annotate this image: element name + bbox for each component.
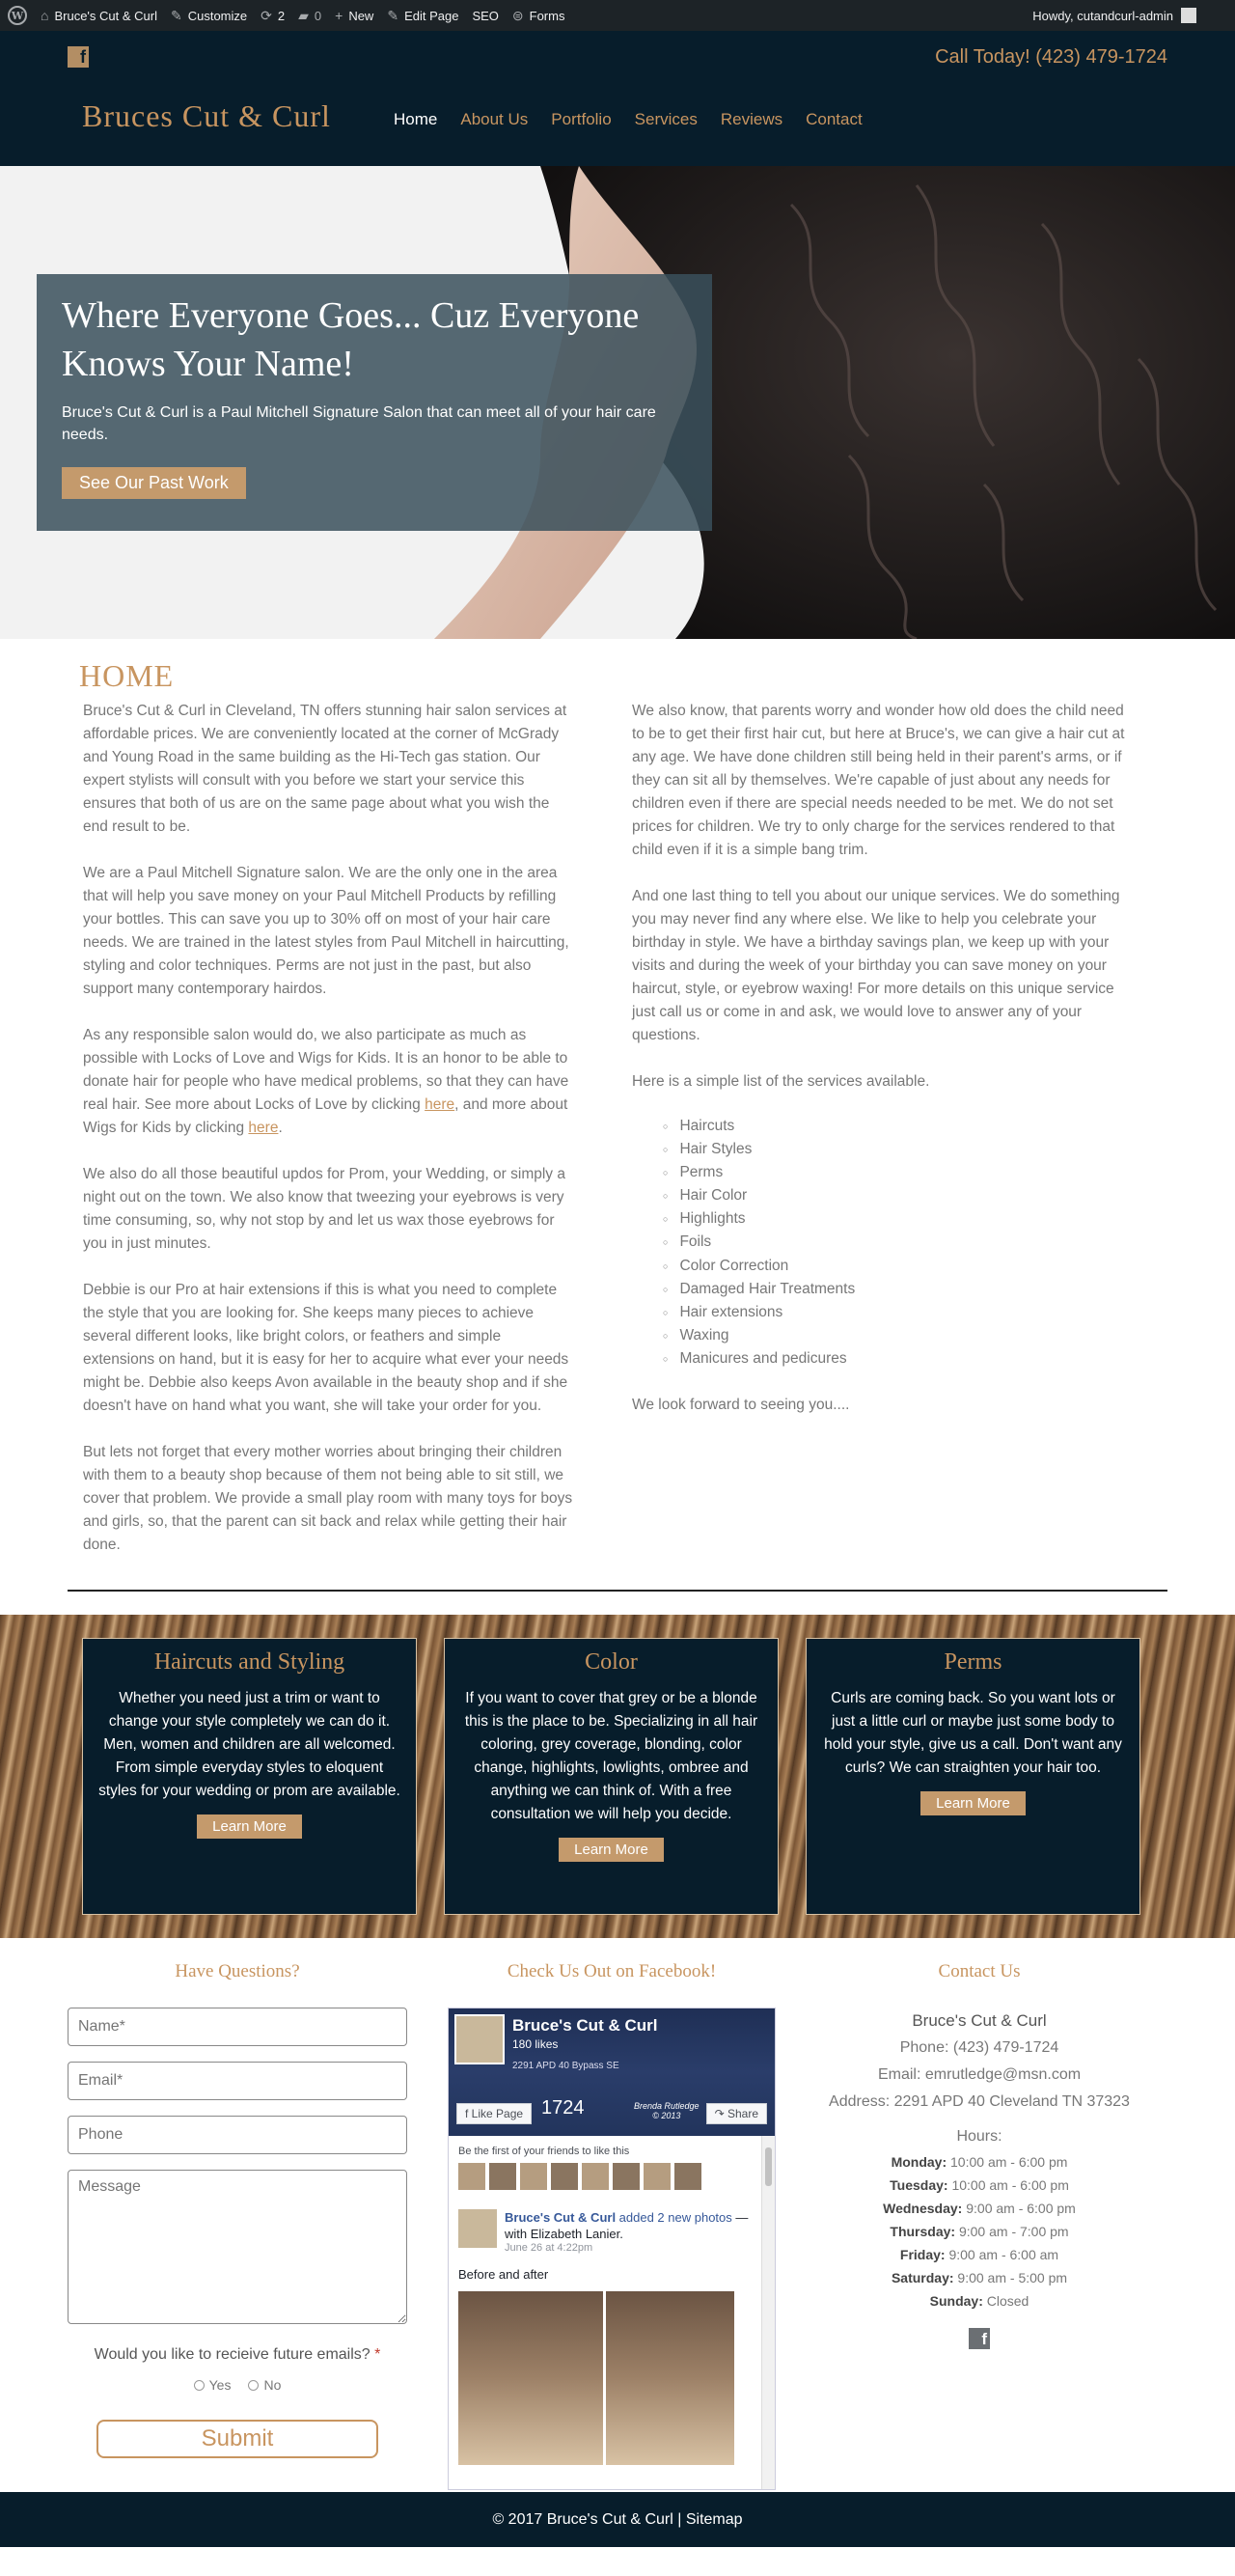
hours-time: 9:00 am - 6:00 am: [945, 2247, 1059, 2262]
locks-of-love-link[interactable]: here: [425, 1096, 455, 1113]
home-paragraph: But lets not forget that every mother worries about bringing their children with them to a beauty shop because of them not being able to sit still, we cover that problem. We provide a small play room with many toys for boys and girls, so, that the parent can sit back and relax while getting their hair done.: [83, 1444, 573, 1553]
form-title: Have Questions?: [175, 1961, 300, 1981]
admin-updates-link[interactable]: [261, 8, 285, 24]
post-action[interactable]: added 2 new photos: [616, 2210, 732, 2225]
avatar[interactable]: [458, 2163, 485, 2190]
contact-address: Address: 2291 APD 40 Cleveland TN 37323: [829, 2093, 1130, 2110]
avatar[interactable]: [674, 2163, 701, 2190]
plus-icon: +: [335, 8, 343, 23]
admin-comments-link[interactable]: [298, 8, 321, 24]
share-label: Share: [727, 2107, 758, 2120]
admin-account[interactable]: [1032, 0, 1196, 31]
home-paragraph: Debbie is our Pro at hair extensions if this is what you need to complete the style that you are looking for. She keeps many pieces to achieve several different looks, like bright colors, or feathers and simple extensions on hand, but it is easy for her to acquire what ever your needs might be. Debbie also keeps Avon available in the beauty shop and if she doesn't have on hand what you want, she will take your order for you.: [83, 1282, 569, 1414]
fb-cover-phone: 1724: [541, 2097, 585, 2119]
hours-time: 10:00 am - 6:00 pm: [947, 2154, 1068, 2170]
question-text: Would you like to recieive future emails?: [94, 2346, 370, 2363]
hours-day: Sunday:: [929, 2293, 983, 2309]
card-text: Curls are coming back. So you want lots or just a little curl or maybe just some body to hold your style, give us a call. Don't want any curls? We can straighten your hair too.: [824, 1690, 1122, 1776]
locks-text-b: , and more about Wigs for Kids by clicking: [83, 1096, 568, 1136]
hero-box: [37, 274, 712, 531]
post-photos: [458, 2291, 765, 2465]
contact-form: [68, 2008, 407, 2458]
hours-day: Wednesday:: [883, 2201, 963, 2216]
admin-updates-count: 2: [277, 8, 286, 23]
nav-reviews[interactable]: Reviews: [720, 110, 783, 128]
radio-circle[interactable]: [248, 2380, 259, 2391]
home-heading: HOME: [79, 658, 175, 693]
admin-seo-link[interactable]: [472, 9, 498, 23]
email-optin-radios: [68, 2377, 407, 2393]
radio-no-label: No: [263, 2377, 282, 2393]
list-item: ○ Hair Color: [663, 1184, 1139, 1207]
facebook-widget: [448, 2008, 776, 2490]
hours-day: Thursday:: [890, 2224, 956, 2239]
admin-new-link[interactable]: [335, 8, 373, 23]
like-page-label: Like Page: [471, 2107, 524, 2120]
hours-row: [814, 2197, 1144, 2220]
divider: [68, 1590, 1167, 1592]
name-field[interactable]: [68, 2008, 407, 2046]
business-name: Bruce's Cut & Curl: [912, 2011, 1047, 2030]
admin-comments-count: 0: [314, 8, 322, 23]
site-logo[interactable]: Bruces Cut & Curl: [82, 98, 331, 133]
radio-no[interactable]: [248, 2377, 281, 2393]
facebook-icon[interactable]: f: [68, 46, 89, 68]
home-paragraph: We also know, that parents worry and wonder how old does the child need to be to get their first hair cut, but here at Bruce's, we can give a hair cut at any age. We have done children still being held in their parent's arms, or if they can sit all by themselves. We're capable of just about any needs for children even if there are special needs needed to be met. We do not set prices for children. We try to only charge for the services rendered to that child even if it is a simple bang trim.: [632, 703, 1125, 858]
post-photo-after[interactable]: [606, 2291, 734, 2465]
site-header: [0, 31, 1235, 166]
nav-home[interactable]: Home: [394, 110, 438, 128]
hours-day: Saturday:: [891, 2270, 954, 2285]
fb-post: [458, 2209, 765, 2465]
wigs-for-kids-link[interactable]: here: [248, 1120, 279, 1136]
post-author-avatar[interactable]: [458, 2209, 497, 2248]
home-left-column: [68, 700, 574, 1580]
email-optin-question: [68, 2346, 407, 2364]
list-item: ○ Waxing: [663, 1324, 1139, 1347]
scrollbar-thumb[interactable]: [765, 2147, 772, 2186]
home-icon: ⌂: [41, 8, 49, 23]
admin-new-label: New: [348, 8, 374, 23]
fb-address: 2291 APD 40 Bypass SE: [512, 2061, 619, 2071]
refresh-icon: ⟳: [261, 7, 272, 23]
home-right-column: [632, 700, 1139, 1580]
main-nav: [394, 110, 863, 129]
radio-yes[interactable]: [194, 2377, 232, 2393]
fb-page-name[interactable]: Bruce's Cut & Curl: [512, 2016, 658, 2035]
hero-title: Where Everyone Goes... Cuz Everyone Knows Your Name!: [62, 295, 640, 384]
radio-circle[interactable]: [194, 2380, 205, 2391]
list-item: ○ Highlights: [663, 1207, 1139, 1231]
post-date[interactable]: June 26 at 4:22pm: [505, 2242, 593, 2254]
avatar[interactable]: [551, 2163, 578, 2190]
like-page-button[interactable]: [456, 2103, 532, 2124]
avatar[interactable]: [613, 2163, 640, 2190]
bottom-section: [0, 1938, 1235, 2492]
home-paragraph-locks: [83, 1024, 574, 1140]
message-field[interactable]: [68, 2170, 407, 2324]
fb-scrollbar[interactable]: [761, 2136, 775, 2489]
sig-copy: © 2013: [652, 2111, 681, 2120]
hours-row: [814, 2174, 1144, 2197]
locks-text-c: .: [278, 1120, 283, 1136]
card-text: If you want to cover that grey or be a blonde this is the place to be. Specializing in all hair coloring, grey coverage, blonding, color change, highlights, lowlights, ombree and anything we can think of. With a free consultation we will help you decide.: [464, 1690, 758, 1822]
post-header: [505, 2209, 765, 2242]
list-item: ○ Foils: [663, 1231, 1139, 1254]
home-paragraph: Here is a simple list of the services available.: [632, 1073, 930, 1090]
home-closing: We look forward to seeing you....: [632, 1397, 850, 1414]
facebook-cover: [449, 2008, 775, 2136]
radio-yes-label: Yes: [208, 2377, 232, 2393]
hours-row: [814, 2150, 1144, 2174]
admin-edit-page-label: Edit Page: [404, 8, 459, 23]
forms-icon: ⊜: [511, 7, 524, 23]
card-haircuts: [82, 1638, 417, 1915]
call-today[interactable]: Call Today! (423) 479-1724: [935, 46, 1167, 68]
hours-row: [814, 2243, 1144, 2266]
brush-icon: ✎: [170, 7, 182, 23]
card-title: Perms: [944, 1649, 1002, 1675]
locks-text-a: As any responsible salon would do, we also participate as much as possible with Locks of Love and Wigs for Kids. It is an honor to be able to donate hair for people who have medical problems, so that they can have real hair. See more about Locks of Love by clicking: [83, 1027, 569, 1113]
avatar: [1181, 8, 1196, 23]
hours-time: 9:00 am - 5:00 pm: [953, 2270, 1068, 2285]
nav-about-us[interactable]: About Us: [460, 110, 529, 128]
list-item: ○ Perms: [663, 1161, 1139, 1184]
share-icon: ↷: [714, 2107, 727, 2120]
hours-time: Closed: [982, 2293, 1029, 2309]
admin-forms-link[interactable]: [512, 8, 565, 24]
avatar[interactable]: [582, 2163, 609, 2190]
fb-likes: 180 likes: [512, 2037, 559, 2051]
avatar[interactable]: [489, 2163, 516, 2190]
hours-day: Tuesday:: [890, 2177, 948, 2193]
learn-more-button[interactable]: Learn More: [920, 1791, 1026, 1815]
avatar[interactable]: [520, 2163, 547, 2190]
list-item: ○ Hair Styles: [663, 1138, 1139, 1161]
hero-text: Bruce's Cut & Curl is a Paul Mitchell Signature Salon that can meet all of your hair care needs.: [62, 404, 656, 443]
list-item: ○ Color Correction: [663, 1255, 1139, 1278]
list-item: ○ Damaged Hair Treatments: [663, 1278, 1139, 1301]
contact-phone[interactable]: Phone: (423) 479-1724: [899, 2039, 1059, 2056]
hours-day: Friday:: [899, 2247, 946, 2262]
required-mark: *: [374, 2346, 381, 2363]
hours-time: 9:00 am - 6:00 pm: [962, 2201, 1076, 2216]
learn-more-button[interactable]: Learn More: [559, 1838, 664, 1862]
page-profile-image[interactable]: [454, 2014, 505, 2064]
contact-title: Contact Us: [938, 1961, 1021, 1981]
card-text: Whether you need just a trim or want to change your style completely we can do it. Men, women and children are all welcomed. From simple everyday styles to eloquent styles for your wedding or prom are available.: [98, 1690, 400, 1799]
hours-time: 10:00 am - 6:00 pm: [947, 2177, 1069, 2193]
post-author[interactable]: Bruce's Cut & Curl: [505, 2210, 617, 2225]
contact-info: [814, 2008, 1144, 2354]
card-color: [444, 1638, 779, 1915]
hours-row: [814, 2220, 1144, 2243]
hours-row: [814, 2289, 1144, 2313]
admin-seo-label: SEO: [472, 8, 499, 23]
nav-contact[interactable]: Contact: [806, 110, 863, 128]
list-item: ○ Hair extensions: [663, 1301, 1139, 1324]
admin-howdy: Howdy, cutandcurl-admin: [1032, 8, 1173, 23]
post-photo-before[interactable]: [458, 2291, 603, 2465]
list-item: ○ Haircuts: [663, 1115, 1139, 1138]
admin-bar: [0, 0, 1235, 31]
nav-services[interactable]: Services: [634, 110, 698, 128]
site-footer[interactable]: © 2017 Bruce's Cut & Curl | Sitemap: [0, 2492, 1235, 2547]
home-paragraph: We also do all those beautiful updos for Prom, your Wedding, or simply a night out on the town. We also know that tweezing your eyebrows is very time consuming, so, why not stop by and let us wax those eyebrows for you in just minutes.: [83, 1166, 565, 1252]
services-band: [0, 1615, 1235, 1938]
card-perms: [806, 1638, 1140, 1915]
comment-icon: ▰: [298, 7, 309, 23]
phone-field[interactable]: [68, 2116, 407, 2154]
hours-row: [814, 2266, 1144, 2289]
home-section: [0, 658, 1235, 1592]
hours-day: Monday:: [891, 2154, 947, 2170]
email-field[interactable]: [68, 2062, 407, 2100]
card-title: Haircuts and Styling: [153, 1649, 345, 1675]
sig-name: Brenda Rutledge: [634, 2101, 700, 2111]
post-caption: Before and after: [458, 2267, 549, 2282]
admin-site-link[interactable]: [41, 8, 157, 23]
contact-email[interactable]: Email: emrutledge@msn.com: [877, 2066, 1082, 2083]
list-item: ○ Manicures and pedicures: [663, 1347, 1139, 1371]
admin-site-label: Bruce's Cut & Curl: [54, 8, 157, 23]
facebook-title: Check Us Out on Facebook!: [507, 1961, 717, 1981]
thumbs-up-icon: f: [465, 2107, 472, 2120]
fb-friends-text: Be the first of your friends to like this: [458, 2146, 630, 2157]
admin-customize-link[interactable]: [171, 8, 247, 24]
hours-time: 9:00 am - 7:00 pm: [955, 2224, 1069, 2239]
submit-button[interactable]: Submit: [96, 2420, 378, 2458]
see-past-work-button[interactable]: See Our Past Work: [62, 467, 246, 499]
services-list: [663, 1115, 1139, 1371]
facebook-icon[interactable]: f: [969, 2328, 990, 2349]
share-button[interactable]: [706, 2103, 767, 2124]
home-paragraph: Bruce's Cut & Curl in Cleveland, TN offers stunning hair salon services at affordable prices. We are conveniently located at the corner of McGrady and Young Road in the same building as the Hi-Tech gas station. Our expert stylists will consult with you before we start your service this ensures that both of us are on the same page about what you wish the end result to be.: [83, 703, 567, 835]
post-with: — with Elizabeth Lanier.: [505, 2210, 749, 2241]
home-paragraph: We are a Paul Mitchell Signature salon. We are the only one in the area that will help you save money on your Paul Mitchell Products by refilling your bottles. This can save you up to 30% off on most of your hair care needs. We are trained in the latest styles from Paul Mitchell in haircutting, styling and color techniques. Perms are not just in the past, but also support many contemporary hairdos.: [83, 865, 569, 997]
home-paragraph: And one last thing to tell you about our unique services. We do something you may never find any where else. We like to help you celebrate your birthday in style. We have a birthday savings plan, we keep up with your visits and during the week of your birthday you can save money on your haircut, style, or eyebrow waxing! For more details on this unique service just call us or come in and ask, we would love to answer any of your questions.: [632, 888, 1120, 1043]
fb-cover-signature: [634, 2101, 700, 2120]
fb-friend-faces: [458, 2163, 765, 2190]
card-title: Color: [585, 1649, 638, 1675]
hours-title: Hours:: [956, 2128, 1002, 2145]
wordpress-logo-icon[interactable]: W: [8, 6, 27, 25]
hero-banner: [0, 166, 1235, 639]
admin-edit-page-link[interactable]: [387, 8, 458, 24]
avatar[interactable]: [644, 2163, 671, 2190]
admin-customize-label: Customize: [187, 8, 248, 23]
nav-portfolio[interactable]: Portfolio: [551, 110, 612, 128]
pencil-icon: ✎: [387, 7, 399, 23]
learn-more-button[interactable]: Learn More: [197, 1814, 302, 1839]
admin-forms-label: Forms: [529, 8, 565, 23]
